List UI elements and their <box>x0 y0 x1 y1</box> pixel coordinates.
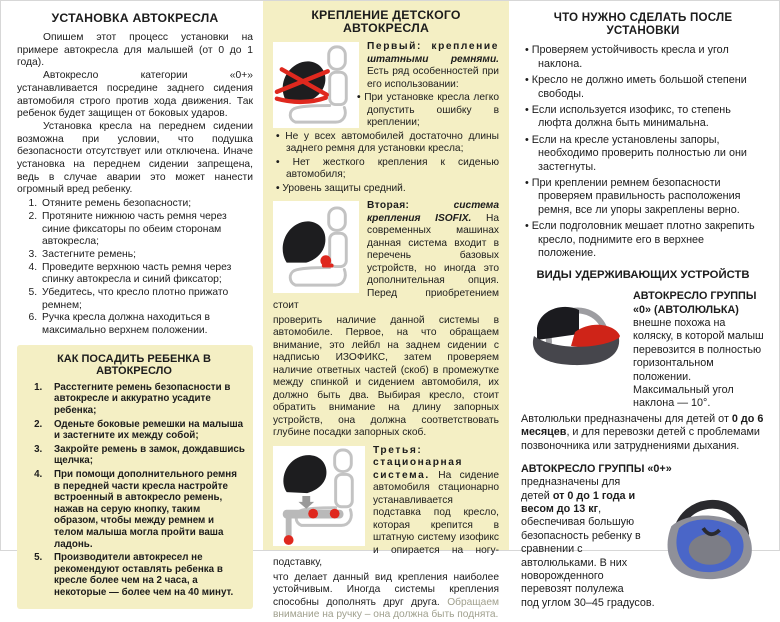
group0plus-run: предназначены для детей <box>521 476 621 502</box>
group0-description: внешне похожа на коляску, в которой малыш перевозится в полностью горизонтальном положении. Максимальный угол наклона — 10°. <box>633 316 764 410</box>
list-item: • При установке кресла легко допустить ошибку в креплении; <box>273 92 499 130</box>
carrycot-image <box>521 290 625 411</box>
list-item: 6. Ручка кресла должна находиться в максимально верхнем положении. <box>40 312 253 337</box>
list-item: 2. Оденьте боковые ремешки на малыша и застегните их между собой; <box>45 419 245 442</box>
after-install-title: ЧТО НУЖНО СДЕЛАТЬ ПОСЛЕ УСТАНОВКИ <box>553 11 733 38</box>
restraint-types-title: ВИДЫ УДЕРЖИВАЮЩИХ УСТРОЙСТВ <box>536 268 750 281</box>
list-item: • Проверяем устойчивость кресла и угол наклона. <box>521 44 765 70</box>
list-item: • Нет жесткого крепления к сиденью автомобиля; <box>273 157 499 182</box>
group0-run: , и для перевозки детей с проблемами позвоночника или затруднениями дыхания. <box>521 426 760 452</box>
isofix-heading: Вторая: <box>367 200 410 211</box>
list-item: • Кресло не должно иметь большой степени свободы. <box>521 74 765 100</box>
list-item: • Если подголовник мешает плотно закрепить кресло, поднимите его в верхнее положение. <box>521 220 765 260</box>
group0-text <box>633 290 765 411</box>
list-item: 3. Закройте ремень в замок, дождавшись щелчка; <box>45 444 245 467</box>
seating-child-title: КАК ПОСАДИТЬ РЕБЕНКА В АВТОКРЕСЛО <box>57 352 211 377</box>
list-item: • Уровень защиты средний. <box>273 183 499 196</box>
handle-note: Обращаем внимание на ручку – она должна быть поднята. <box>273 596 499 620</box>
seating-child-steps-list <box>23 382 245 599</box>
stationary-full-run: что делает данный вид крепления наиболее устойчивым. Иногда системы крепления способны дополнять друг друга. <box>273 571 499 608</box>
belt-intro: Есть ряд особенностей при его использовании: <box>367 66 499 90</box>
seat-isofix-diagram-image <box>273 201 359 293</box>
section-stationary-base <box>273 445 499 622</box>
isofix-beside-text2: Перед приобретением стоит <box>273 287 499 311</box>
section-isofix <box>273 200 499 440</box>
stationary-heading: Третья: <box>373 444 423 456</box>
list-item: 4. Проведите верхнюю часть ремня через спинку автокресла и синий фиксатор; <box>40 262 253 287</box>
group0plus-heading: АВТОКРЕСЛО ГРУППЫ «0+» <box>521 463 672 476</box>
list-item: • Если используется изофикс, то степень люфта должна быть минимальна. <box>521 104 765 130</box>
list-item: • При креплении ремнем безопасности проверяем правильность расположения ремня, все ли упоры закреплены верно. <box>521 177 765 217</box>
group0plus-text <box>521 476 765 610</box>
group0-bold-run: 0 до 6 месяцев <box>521 412 764 439</box>
group0-heading: АВТОКРЕСЛО ГРУППЫ «0» (АВТОЛЮЛЬКА) <box>633 290 757 316</box>
stationary-beside-text: На сидение автомобиля стационарно устанавливается подставка под кресло, которая крепится в штатную систему изофикс и опирается на ногу- подставку, <box>273 469 499 568</box>
group0-section <box>521 290 765 411</box>
seating-child-box <box>17 345 253 609</box>
list-item: • Не у всех автомобилей достаточно длины заднего ремня для установки кресла; <box>273 131 499 156</box>
list-item: 2. Протяните нижнюю часть ремня через синие фиксаторы по обеим сторонам автокресла; <box>40 211 253 249</box>
installation-paragraph: Автокресло категории «0+» устанавливается посредине заднего сидения автомобиля строго против хода движения. Так ребенок будет защищен от боковых ударов. <box>17 70 253 120</box>
group0plus-bold-run: от 0 до 1 года и весом до 13 кг <box>521 489 636 516</box>
section-belt-mounting <box>273 41 499 195</box>
list-item: 3. Застегните ремень; <box>40 249 253 262</box>
after-install-checklist <box>521 44 765 260</box>
mounting-title: КРЕПЛЕНИЕ ДЕТСКОГО АВТОКРЕСЛА <box>311 8 461 35</box>
installation-paragraph: Опишем этот процесс установки на примере автокресла для малышей (от 0 до 1 года). <box>17 32 253 69</box>
installation-paragraph: Установка кресла на переднем сидении возможна при условии, что подушка безопасности отсутствует или отключена. Иначе установка на переднем сидении запрещена, ведь в случае аварии это может нанести огромный вред ребенку. <box>17 120 253 196</box>
belt-heading-italic: штатными ремнями. <box>367 53 499 65</box>
list-item: 1. Расстегните ремень безопасности в автокресле и аккуратно усадите ребенка; <box>45 382 245 417</box>
seat-belt-diagram-image <box>273 42 359 128</box>
seat-base-diagram-image <box>273 446 365 546</box>
group0-full-text <box>521 413 765 453</box>
list-item: 5. Убедитесь, что кресло плотно прижато ремнем; <box>40 287 253 312</box>
belt-heading: Первый: крепление <box>367 41 499 52</box>
list-item: 4. При помощи дополнительного ремня в передней части кресла настройте встроенный в автокресло ремень, нажав на серую кнопку, таким образом, чтобы между ремнем и телом малыша могла пройти ваша ладонь. <box>45 469 245 550</box>
stationary-full-text <box>273 572 499 622</box>
group0-run: Автолюльки предназначены для детей от <box>521 412 732 425</box>
infant-carrier-image <box>649 478 765 590</box>
isofix-full-text: проверить наличие данной системы в автомобиле. Первое, на что обращаем внимание, это лейбл на заднем сидении с надписью ИЗОФИКС, затем проверяем наличие ответных частей (скоб) в промежутке между спинкой и сидением автомобиля, их должно быть два. Выбирая кресло, стоит обратить внимание на длину запорных устройств, она должна соответствовать глубине посадки запорных скоб. <box>273 314 499 438</box>
installation-steps-list <box>17 198 253 338</box>
isofix-heading-italic: система крепления ISOFIX. <box>367 200 499 224</box>
installation-title: УСТАНОВКА АВТОКРЕСЛА <box>51 11 219 25</box>
stationary-heading2: стационарная система. <box>373 457 464 481</box>
group0plus-run: , обеспечивая большую безопасность ребенку в сравнении с автолюльками. В них новорожденного перевозят полулежа под углом 30–45 градусов. <box>521 503 655 609</box>
list-item: • Если на кресле установлены запоры, необходимо проверить полностью ли они застегнуты. <box>521 134 765 174</box>
leaflet-page <box>1 1 779 620</box>
list-item: 1. Отяните ремень безопасности; <box>40 198 253 211</box>
column-mounting <box>263 1 509 620</box>
isofix-beside-text: На современных машинах данная система входит в перечень базовых устройств, но иногда это дополнительная опция. <box>367 212 499 286</box>
column-after-install <box>509 1 779 609</box>
column-installation <box>1 1 263 598</box>
list-item: 5. Производители автокресел не рекомендуют оставлять ребенка в кресле более чем на 2 часа, а некоторые — более чем на 40 минут. <box>45 552 245 598</box>
